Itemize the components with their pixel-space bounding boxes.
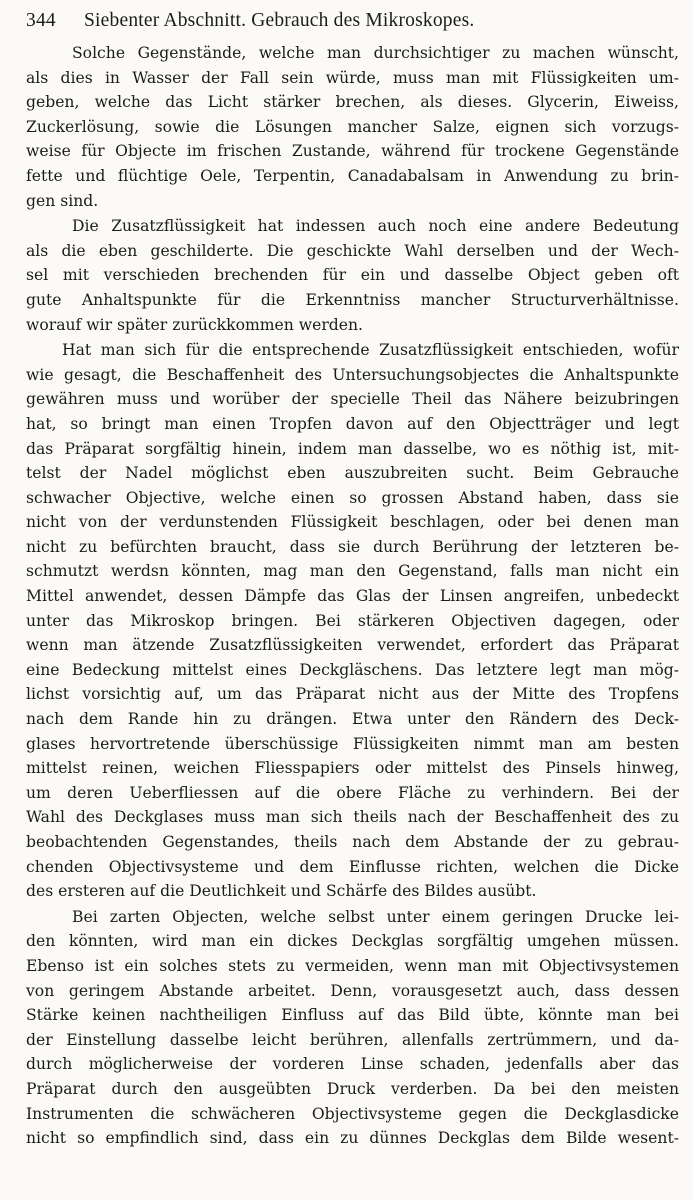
paragraph-4 <box>26 905 679 1151</box>
text-line: hat, so bringt man einen Tropfen davon auf den Objectträger und legt <box>26 414 679 433</box>
text-line: weise für Objecte im frischen Zustande, während für trockene Gegenstände <box>26 142 679 161</box>
text-line: gen sind. <box>26 191 99 210</box>
text-line: eine Bedeckung mittelst eines Deckgläschens. Das letztere legt man mög- <box>26 660 679 679</box>
text-line: nicht von der verdunstenden Flüssigkeit beschlagen, oder bei denen man <box>26 513 679 532</box>
text-line: Ebenso ist ein solches stets zu vermeiden, wenn man mit Objectivsystemen <box>26 956 679 975</box>
paragraph-2 <box>26 214 679 337</box>
text-line: der Einstellung dasselbe leicht berühren, allenfalls zertrümmern, und da- <box>26 1030 679 1049</box>
text-line: Bei zarten Objecten, welche selbst unter einem geringen Drucke lei- <box>72 907 679 926</box>
text-line: mittelst reinen, weichen Fliesspapiers oder mittelst des Pinsels hinweg, <box>26 759 679 778</box>
text-line: chenden Objectivsysteme und dem Einflusse richten, welchen die Dicke <box>26 857 679 876</box>
text-line: Instrumenten die schwächeren Objectivsysteme gegen die Deckglasdicke <box>26 1104 679 1123</box>
text-line: geben, welche das Licht stärker brechen, als dieses. Glycerin, Eiweiss, <box>26 93 679 112</box>
text-line: von geringem Abstande arbeitet. Denn, vorausgesetzt auch, dass dessen <box>26 981 679 1000</box>
running-head-title: Siebenter Abschnitt. Gebrauch des Mikroskopes. <box>84 10 475 31</box>
text-line: Zuckerlösung, sowie die Lösungen mancher Salze, eignen sich vorzugs- <box>26 117 679 136</box>
text-line: telst der Nadel möglichst eben auszubreiten sucht. Beim Gebrauche <box>26 464 679 483</box>
text-line: Hat man sich für die entsprechende Zusatzflüssigkeit entschieden, wofür <box>62 341 679 360</box>
text-line: fette und flüchtige Oele, Terpentin, Canadabalsam in Anwendung zu brin- <box>26 166 679 185</box>
text-line: schwacher Objective, welche einen so grossen Abstand haben, dass sie <box>26 488 679 507</box>
text-line: Wahl des Deckglases muss man sich theils nach der Beschaffenheit des zu <box>26 808 679 827</box>
text-line: Die Zusatzflüssigkeit hat indessen auch noch eine andere Bedeutung <box>72 217 679 236</box>
text-line: den könnten, wird man ein dickes Deckglas sorgfältig umgehen müssen. <box>26 932 679 951</box>
text-line: wenn man ätzende Zusatzflüssigkeiten verwendet, erfordert das Präparat <box>26 636 679 655</box>
text-line: sel mit verschieden brechenden für ein und dasselbe Object geben oft <box>26 266 679 285</box>
text-line: als dies in Wasser der Fall sein würde, muss man mit Flüssigkeiten um- <box>26 68 679 87</box>
text-line: unter das Mikroskop bringen. Bei stärkeren Objectiven dagegen, oder <box>26 611 679 630</box>
text-line: Stärke keinen nachtheiligen Einfluss auf das Bild übte, könnte man bei <box>26 1006 679 1025</box>
text-line: Mittel anwendet, dessen Dämpfe das Glas der Linsen angreifen, unbedeckt <box>26 587 679 606</box>
body-text <box>26 41 679 1151</box>
text-line: um deren Ueberfliessen auf die obere Fläche zu verhindern. Bei der <box>26 783 679 802</box>
text-line: Solche Gegenstände, welche man durchsichtiger zu machen wünscht, <box>72 44 679 62</box>
text-line: das Präparat sorgfältig hinein, indem man dasselbe, wo es nöthig ist, mit- <box>26 439 679 458</box>
paragraph-3 <box>26 338 679 904</box>
text-line: Präparat durch den ausgeübten Druck verderben. Da bei den meisten <box>26 1079 679 1098</box>
text-line: durch möglicherweise der vorderen Linse schaden, jedenfalls aber das <box>26 1055 679 1074</box>
text-line: wie gesagt, die Beschaffenheit des Untersuchungsobjectes die Anhaltspunkte <box>26 365 679 384</box>
text-line: glases hervortretende überschüssige Flüssigkeiten nimmt man am besten <box>26 734 679 753</box>
page-number: 344 <box>26 10 56 31</box>
running-head <box>26 10 679 32</box>
text-line: nicht zu befürchten braucht, dass sie durch Berührung der letzteren be- <box>26 537 679 556</box>
text-line: schmutzt werdsn könnten, mag man den Gegenstand, falls man nicht ein <box>26 562 679 581</box>
text-line: als die eben geschilderte. Die geschickte Wahl derselben und der Wech- <box>26 241 679 260</box>
text-line: nach dem Rande hin zu drängen. Etwa unter den Rändern des Deck- <box>26 710 679 729</box>
text-line: des ersteren auf die Deutlichkeit und Schärfe des Bildes ausübt. <box>26 882 537 901</box>
text-line: gute Anhaltspunkte für die Erkenntniss mancher Structurverhältnisse. <box>26 290 679 309</box>
paragraph-1 <box>26 41 679 213</box>
text-line: gewähren muss und worüber der specielle Theil das Nähere beizubringen <box>26 390 679 409</box>
text-line: lichst vorsichtig auf, um das Präparat nicht aus der Mitte des Tropfens <box>26 685 679 704</box>
text-line: nicht so empfindlich sind, dass ein zu dünnes Deckglas dem Bilde wesent- <box>26 1129 679 1148</box>
text-line: worauf wir später zurückkommen werden. <box>26 315 364 334</box>
text-line: beobachtenden Gegenstandes, theils nach dem Abstande der zu gebrau- <box>26 833 679 851</box>
